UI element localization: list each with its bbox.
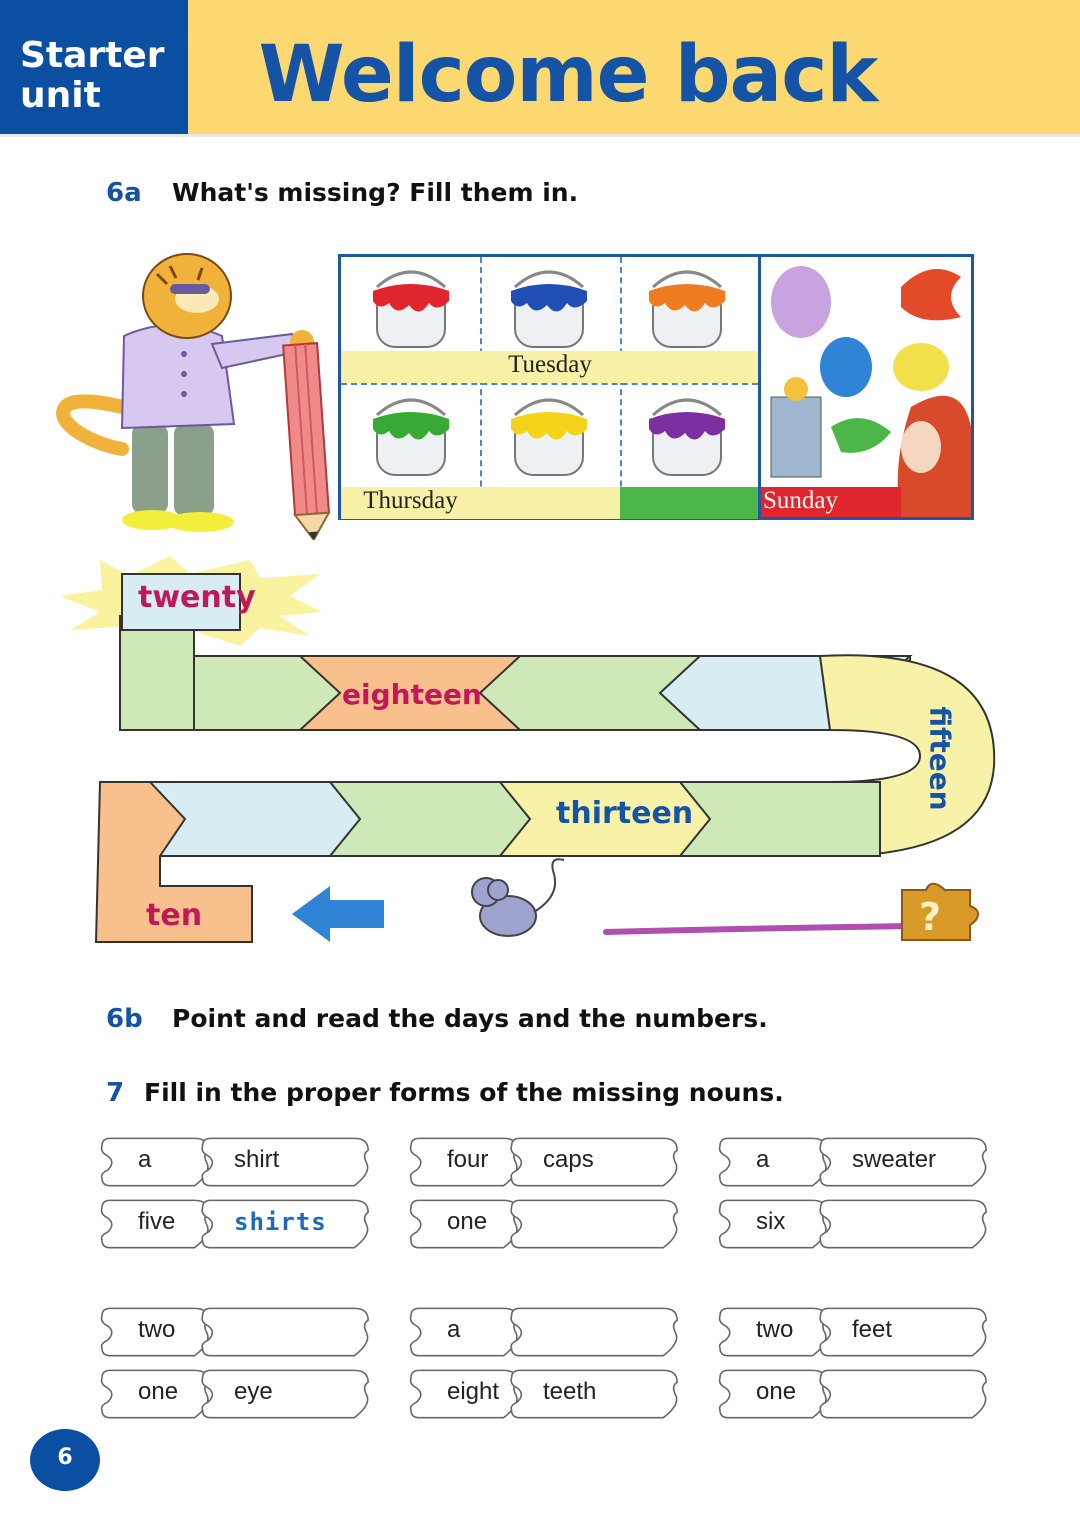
noun-blank[interactable] [234, 1316, 354, 1346]
page-number: 6 [57, 1445, 73, 1470]
painted-animals-illustration [761, 257, 971, 517]
question-mark: ? [918, 895, 942, 939]
purple-paint-pot-icon [639, 395, 735, 479]
day-label-sunday: Sunday [763, 487, 838, 514]
question-puzzle-icon [896, 880, 984, 946]
exercise-7-instruction: Fill in the proper forms of the missing nouns. [144, 1078, 784, 1107]
quantity-word: five [138, 1208, 176, 1235]
orange-paint-pot-icon [639, 267, 735, 351]
road-slot-seventeen[interactable] [520, 660, 670, 730]
exercise-6a-number: 6a [106, 178, 142, 208]
exercise-6b-instruction: Point and read the days and the numbers. [172, 1004, 768, 1033]
noun-word[interactable]: shirts [234, 1208, 327, 1236]
day-label-thursday: Thursday [363, 487, 458, 514]
noun-blank[interactable] [543, 1208, 663, 1238]
quantity-word: four [447, 1146, 489, 1173]
quantity-word: one [138, 1378, 179, 1405]
exercise-7-number: 7 [106, 1078, 125, 1108]
red-paint-pot-icon [363, 267, 459, 351]
quantity-word: one [756, 1378, 797, 1405]
road-label-twenty: twenty [138, 580, 256, 615]
road-label-ten: ten [146, 898, 203, 933]
grid-divider [620, 257, 622, 517]
blue-paint-pot-icon [501, 267, 597, 351]
day-slot-monday[interactable] [341, 351, 480, 383]
noun-blank[interactable] [852, 1208, 972, 1238]
quantity-word: a [756, 1146, 770, 1173]
noun-word: shirt [234, 1146, 280, 1173]
noun-word: teeth [543, 1378, 597, 1405]
exercise-6b-number: 6b [106, 1004, 143, 1034]
tiger-illustration [52, 244, 342, 540]
quantity-word: two [756, 1316, 794, 1343]
noun-blank[interactable] [852, 1378, 972, 1408]
noun-word: eye [234, 1378, 273, 1405]
noun-word: caps [543, 1146, 594, 1173]
page-title: Welcome back [258, 30, 878, 120]
noun-word: feet [852, 1316, 893, 1343]
quantity-word: a [138, 1146, 152, 1173]
grid-divider [480, 257, 482, 517]
day-label-tuesday: Tuesday [508, 351, 592, 378]
unit-label: Starter unit [20, 35, 165, 116]
quantity-word: six [756, 1208, 786, 1235]
noun-blank[interactable] [543, 1316, 663, 1346]
road-slot-nineteen[interactable] [140, 660, 300, 730]
road-slot-eleven[interactable] [180, 782, 330, 852]
road-label-thirteen: thirteen [556, 796, 694, 831]
green-paint-pot-icon [363, 395, 459, 479]
grid-divider [341, 383, 758, 385]
road-slot-fourteen[interactable] [700, 782, 850, 852]
header-divider [0, 134, 1080, 137]
quantity-word: eight [447, 1378, 500, 1405]
quantity-word: one [447, 1208, 488, 1235]
day-slot-saturday[interactable] [620, 487, 758, 519]
yellow-paint-pot-icon [501, 395, 597, 479]
quantity-word: a [447, 1316, 461, 1343]
road-label-fifteen: fifteen [923, 706, 957, 811]
day-slot-wednesday[interactable] [620, 351, 758, 383]
exercise-6a-instruction: What's missing? Fill them in. [172, 178, 579, 207]
quantity-word: two [138, 1316, 176, 1343]
road-label-eighteen: eighteen [342, 678, 482, 711]
road-slot-sixteen[interactable] [700, 660, 840, 730]
day-slot-friday[interactable] [480, 487, 620, 519]
road-slot-twelve[interactable] [360, 782, 510, 852]
noun-word: sweater [852, 1146, 937, 1173]
days-calendar [338, 254, 974, 520]
